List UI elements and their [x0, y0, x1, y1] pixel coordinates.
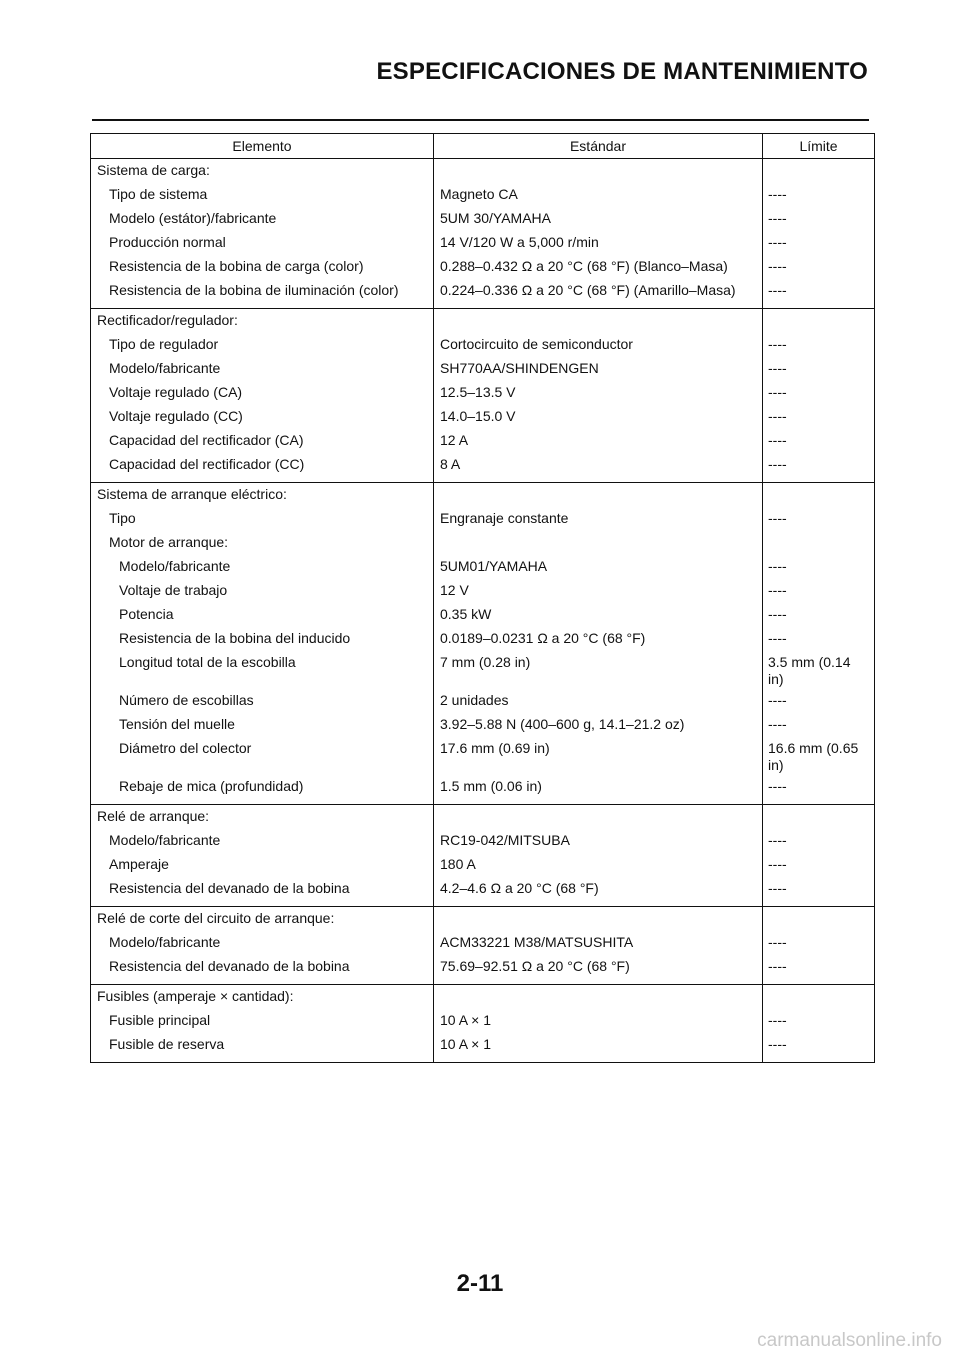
- limit-cell: ----: [763, 256, 875, 280]
- spec-group: [91, 805, 875, 907]
- table-row: [91, 714, 875, 738]
- table-row: [91, 932, 875, 956]
- spec-group: [91, 309, 875, 483]
- spacer-limit: [763, 907, 875, 933]
- table-row: [91, 604, 875, 628]
- spec-group: [91, 159, 875, 309]
- table-row: [91, 406, 875, 430]
- standard-cell: 3.92–5.88 N (400–600 g, 14.1–21.2 oz): [434, 714, 763, 738]
- table-row: [91, 358, 875, 382]
- limit-cell: ----: [763, 556, 875, 580]
- limit-cell: ----: [763, 280, 875, 309]
- spacer-standard: [434, 907, 763, 933]
- limit-cell: ----: [763, 358, 875, 382]
- item-cell: Voltaje regulado (CC): [91, 406, 434, 430]
- table-row: [91, 184, 875, 208]
- standard-cell: Magneto CA: [434, 184, 763, 208]
- table-row: [91, 256, 875, 280]
- group-title: Relé de corte del circuito de arranque:: [91, 907, 434, 933]
- standard-cell: 17.6 mm (0.69 in): [434, 738, 763, 776]
- table-row: [91, 556, 875, 580]
- table-row: [91, 280, 875, 309]
- table-row: [91, 454, 875, 483]
- standard-cell: 12 A: [434, 430, 763, 454]
- table-row: [91, 776, 875, 805]
- standard-cell: RC19-042/MITSUBA: [434, 830, 763, 854]
- group-title-row: [91, 159, 875, 185]
- item-cell: Resistencia de la bobina de carga (color): [91, 256, 434, 280]
- group-title: Sistema de carga:: [91, 159, 434, 185]
- group-title-row: [91, 483, 875, 509]
- standard-cell: ACM33221 M38/MATSUSHITA: [434, 932, 763, 956]
- item-cell: Número de escobillas: [91, 690, 434, 714]
- spec-group: [91, 907, 875, 985]
- table-row: [91, 1034, 875, 1063]
- spec-group: [91, 483, 875, 805]
- item-cell: Resistencia de la bobina de iluminación (color): [91, 280, 434, 309]
- standard-cell: 7 mm (0.28 in): [434, 652, 763, 690]
- table-row: [91, 738, 875, 776]
- item-cell: Modelo (estátor)/fabricante: [91, 208, 434, 232]
- standard-cell: 12 V: [434, 580, 763, 604]
- standard-cell: 0.288–0.432 Ω a 20 °C (68 °F) (Blanco–Masa): [434, 256, 763, 280]
- limit-cell: ----: [763, 1034, 875, 1063]
- item-cell: Modelo/fabricante: [91, 830, 434, 854]
- limit-cell: ----: [763, 628, 875, 652]
- group-title-row: [91, 805, 875, 831]
- limit-cell: ----: [763, 508, 875, 532]
- item-cell: Modelo/fabricante: [91, 932, 434, 956]
- limit-cell: ----: [763, 382, 875, 406]
- limit-cell: ----: [763, 232, 875, 256]
- item-cell: Tipo de sistema: [91, 184, 434, 208]
- table-row: [91, 956, 875, 985]
- table-header-row: [91, 134, 875, 159]
- table-row: [91, 690, 875, 714]
- item-cell: Voltaje de trabajo: [91, 580, 434, 604]
- limit-cell: 3.5 mm (0.14 in): [763, 652, 875, 690]
- limit-cell: ----: [763, 714, 875, 738]
- limit-cell: ----: [763, 208, 875, 232]
- item-cell: Tipo: [91, 508, 434, 532]
- title-rule: [92, 119, 869, 121]
- limit-cell: ----: [763, 690, 875, 714]
- page-number: 2-11: [456, 1270, 504, 1297]
- standard-cell: 8 A: [434, 454, 763, 483]
- watermark: carmanualsonline.info: [757, 1330, 942, 1351]
- group-title: Sistema de arranque eléctrico:: [91, 483, 434, 509]
- limit-cell: ----: [763, 580, 875, 604]
- standard-cell: 14 V/120 W a 5,000 r/min: [434, 232, 763, 256]
- limit-cell: ----: [763, 184, 875, 208]
- item-cell: Resistencia de la bobina del inducido: [91, 628, 434, 652]
- page-title: ESPECIFICACIONES DE MANTENIMIENTO: [376, 58, 868, 85]
- spacer-standard: [434, 805, 763, 831]
- spacer-limit: [763, 805, 875, 831]
- column-header-item: Elemento: [91, 134, 434, 159]
- item-cell: Motor de arranque:: [91, 532, 434, 556]
- table-row: [91, 830, 875, 854]
- limit-cell: ----: [763, 932, 875, 956]
- standard-cell: [434, 532, 763, 556]
- standard-cell: 4.2–4.6 Ω a 20 °C (68 °F): [434, 878, 763, 907]
- spacer-limit: [763, 985, 875, 1011]
- limit-cell: ----: [763, 334, 875, 358]
- standard-cell: SH770AA/SHINDENGEN: [434, 358, 763, 382]
- limit-cell: 16.6 mm (0.65 in): [763, 738, 875, 776]
- limit-cell: ----: [763, 1010, 875, 1034]
- spacer-limit: [763, 159, 875, 185]
- spacer-standard: [434, 483, 763, 509]
- item-cell: Amperaje: [91, 854, 434, 878]
- standard-cell: Cortocircuito de semiconductor: [434, 334, 763, 358]
- limit-cell: ----: [763, 776, 875, 805]
- standard-cell: 2 unidades: [434, 690, 763, 714]
- standard-cell: 14.0–15.0 V: [434, 406, 763, 430]
- spacer-limit: [763, 309, 875, 335]
- standard-cell: 0.35 kW: [434, 604, 763, 628]
- item-cell: Fusible principal: [91, 1010, 434, 1034]
- limit-cell: ----: [763, 430, 875, 454]
- standard-cell: 0.0189–0.0231 Ω a 20 °C (68 °F): [434, 628, 763, 652]
- item-cell: Tensión del muelle: [91, 714, 434, 738]
- item-cell: Tipo de regulador: [91, 334, 434, 358]
- limit-cell: ----: [763, 454, 875, 483]
- item-cell: Resistencia del devanado de la bobina: [91, 956, 434, 985]
- limit-cell: ----: [763, 406, 875, 430]
- spacer-limit: [763, 483, 875, 509]
- table-row: [91, 208, 875, 232]
- item-cell: Capacidad del rectificador (CA): [91, 430, 434, 454]
- table-row: [91, 1010, 875, 1034]
- limit-cell: ----: [763, 956, 875, 985]
- group-title-row: [91, 985, 875, 1011]
- table-row: [91, 652, 875, 690]
- limit-cell: ----: [763, 604, 875, 628]
- table-row: [91, 580, 875, 604]
- table-row: [91, 334, 875, 358]
- group-title-row: [91, 907, 875, 933]
- spec-group: [91, 985, 875, 1063]
- standard-cell: 5UM 30/YAMAHA: [434, 208, 763, 232]
- table-row: [91, 628, 875, 652]
- item-cell: Diámetro del colector: [91, 738, 434, 776]
- item-cell: Rebaje de mica (profundidad): [91, 776, 434, 805]
- standard-cell: 12.5–13.5 V: [434, 382, 763, 406]
- group-title: Relé de arranque:: [91, 805, 434, 831]
- standard-cell: 180 A: [434, 854, 763, 878]
- standard-cell: 75.69–92.51 Ω a 20 °C (68 °F): [434, 956, 763, 985]
- column-header-standard: Estándar: [434, 134, 763, 159]
- standard-cell: Engranaje constante: [434, 508, 763, 532]
- standard-cell: 1.5 mm (0.06 in): [434, 776, 763, 805]
- item-cell: Resistencia del devanado de la bobina: [91, 878, 434, 907]
- item-cell: Potencia: [91, 604, 434, 628]
- standard-cell: 5UM01/YAMAHA: [434, 556, 763, 580]
- column-header-limit: Límite: [763, 134, 875, 159]
- table-row: [91, 232, 875, 256]
- table-row: [91, 854, 875, 878]
- item-cell: Producción normal: [91, 232, 434, 256]
- item-cell: Capacidad del rectificador (CC): [91, 454, 434, 483]
- group-title: Rectificador/regulador:: [91, 309, 434, 335]
- item-cell: Voltaje regulado (CA): [91, 382, 434, 406]
- table-row: [91, 878, 875, 907]
- item-cell: Fusible de reserva: [91, 1034, 434, 1063]
- item-cell: Longitud total de la escobilla: [91, 652, 434, 690]
- spacer-standard: [434, 985, 763, 1011]
- group-title: Fusibles (amperaje × cantidad):: [91, 985, 434, 1011]
- standard-cell: 10 A × 1: [434, 1034, 763, 1063]
- item-cell: Modelo/fabricante: [91, 358, 434, 382]
- specifications-table: [90, 133, 875, 1063]
- standard-cell: 0.224–0.336 Ω a 20 °C (68 °F) (Amarillo–Masa): [434, 280, 763, 309]
- limit-cell: ----: [763, 854, 875, 878]
- table-row: [91, 382, 875, 406]
- standard-cell: 10 A × 1: [434, 1010, 763, 1034]
- spacer-standard: [434, 309, 763, 335]
- table-row: [91, 532, 875, 556]
- spacer-standard: [434, 159, 763, 185]
- limit-cell: ----: [763, 878, 875, 907]
- table-row: [91, 430, 875, 454]
- item-cell: Modelo/fabricante: [91, 556, 434, 580]
- limit-cell: [763, 532, 875, 556]
- limit-cell: ----: [763, 830, 875, 854]
- group-title-row: [91, 309, 875, 335]
- table-row: [91, 508, 875, 532]
